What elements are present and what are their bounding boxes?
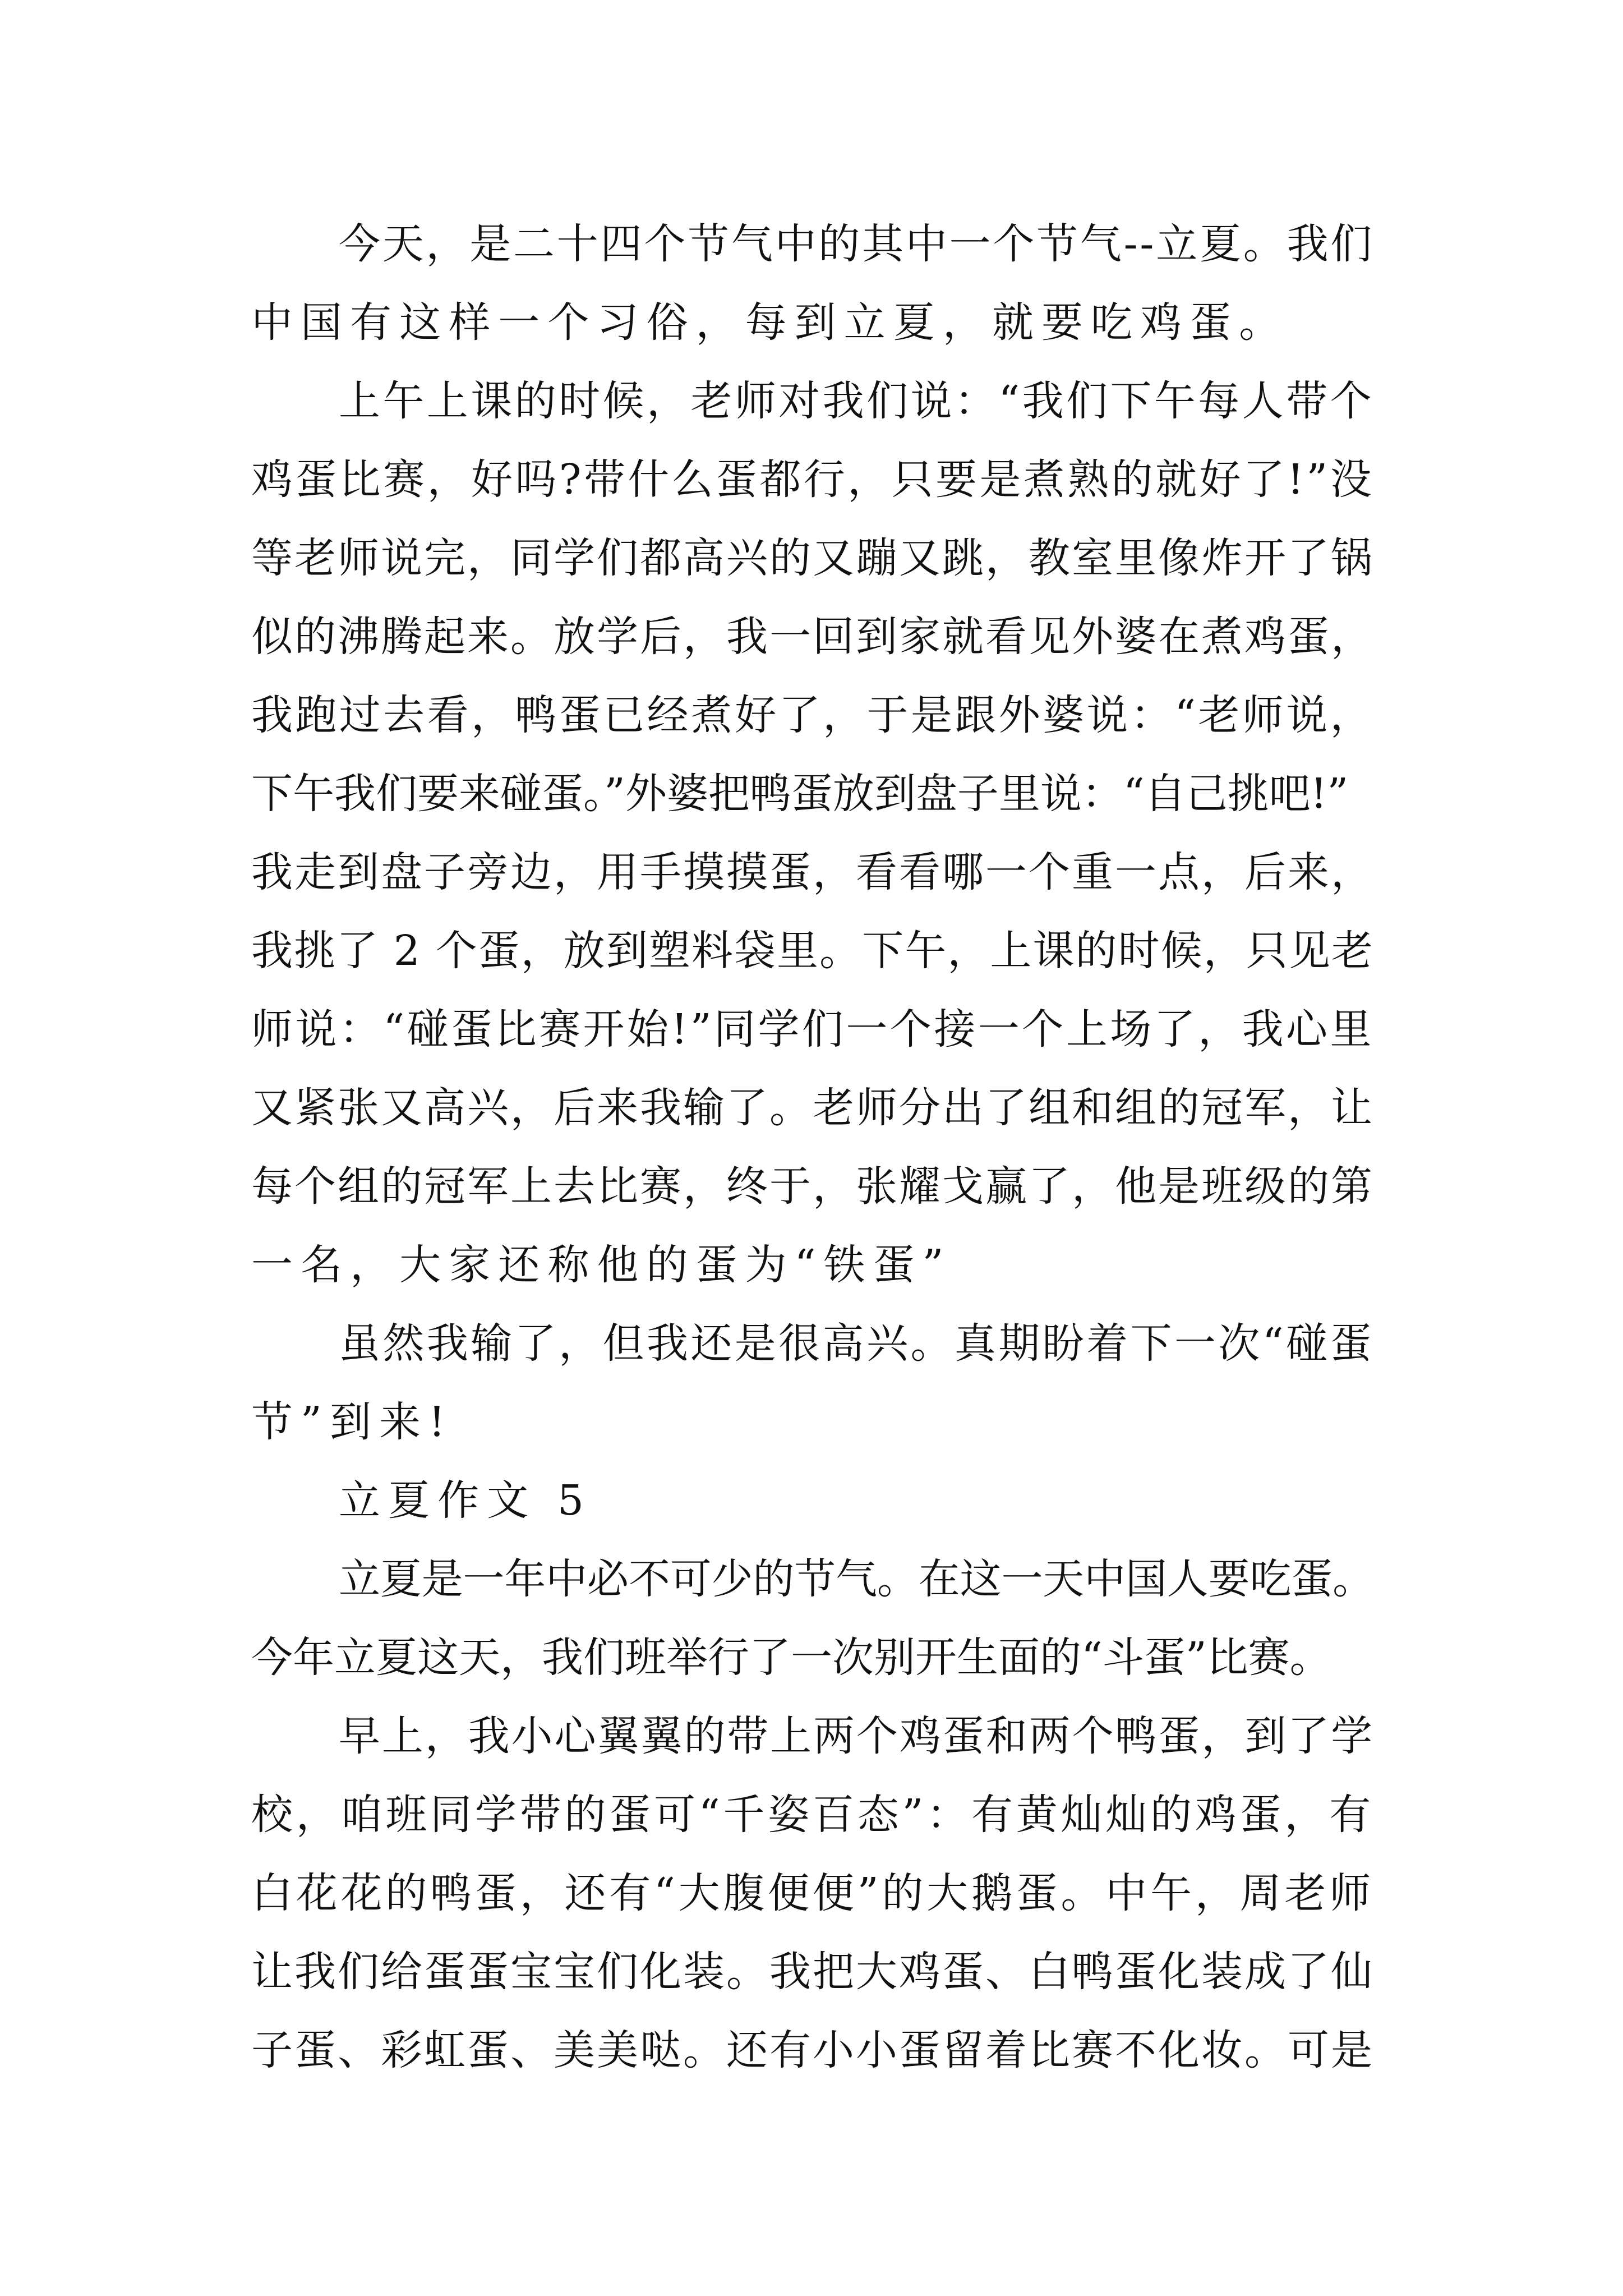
text-line: 白花花的鸭蛋，还有“大腹便便”的大鹅蛋。中午，周老师: [251, 1869, 1374, 1917]
text-line: 鸡蛋比赛，好吗?带什么蛋都行，只要是煮熟的就好了!”没: [251, 455, 1374, 504]
text-line: 我挑了 2 个蛋，放到塑料袋里。下午，上课的时候，只见老: [251, 927, 1374, 975]
text-line: 每个组的冠军上去比赛，终于，张耀戈赢了，他是班级的第: [251, 1162, 1374, 1211]
text-line: 立夏是一年中必不可少的节气。在这一天中国人要吃蛋。: [339, 1555, 1374, 1603]
text-line: 上午上课的时候，老师对我们说：“我们下午每人带个: [339, 377, 1374, 425]
text-line: 我跑过去看，鸭蛋已经煮好了，于是跟外婆说：“老师说，: [251, 691, 1374, 739]
text-line: 校，咱班同学带的蛋可“千姿百态”：有黄灿灿的鸡蛋，有: [251, 1791, 1374, 1839]
text-line: 一名，大家还称他的蛋为“铁蛋”: [251, 1241, 952, 1289]
text-line: 师说：“碰蛋比赛开始!”同学们一个接一个上场了，我心里: [251, 1005, 1374, 1053]
text-line: 下午我们要来碰蛋。”外婆把鸭蛋放到盘子里说：“自己挑吧!”: [251, 770, 1349, 818]
text-line: 子蛋、彩虹蛋、美美哒。还有小小蛋留着比赛不化妆。可是: [251, 2026, 1374, 2074]
text-line: 等老师说完，同学们都高兴的又蹦又跳，教室里像炸开了锅: [251, 534, 1374, 582]
text-line: 今天，是二十四个节气中的其中一个节气--立夏。我们: [339, 220, 1374, 268]
section-heading: 立夏作文 5: [339, 1476, 592, 1525]
text-line: 似的沸腾起来。放学后，我一回到家就看见外婆在煮鸡蛋，: [251, 613, 1374, 661]
text-line: 节”到来!: [251, 1398, 453, 1446]
text-line: 让我们给蛋蛋宝宝们化装。我把大鸡蛋、白鸭蛋化装成了仙: [251, 1948, 1374, 1996]
text-line: 我走到盘子旁边，用手摸摸蛋，看看哪一个重一点，后来，: [251, 848, 1374, 896]
text-line: 中国有这样一个习俗，每到立夏，就要吃鸡蛋。: [251, 298, 1289, 347]
text-line: 又紧张又高兴，后来我输了。老师分出了组和组的冠军，让: [251, 1084, 1374, 1132]
text-line: 早上，我小心翼翼的带上两个鸡蛋和两个鸭蛋，到了学: [339, 1712, 1374, 1760]
text-line: 今年立夏这天，我们班举行了一次别开生面的“斗蛋”比赛。: [251, 1634, 1331, 1682]
text-line: 虽然我输了，但我还是很高兴。真期盼着下一次“碰蛋: [339, 1319, 1374, 1368]
